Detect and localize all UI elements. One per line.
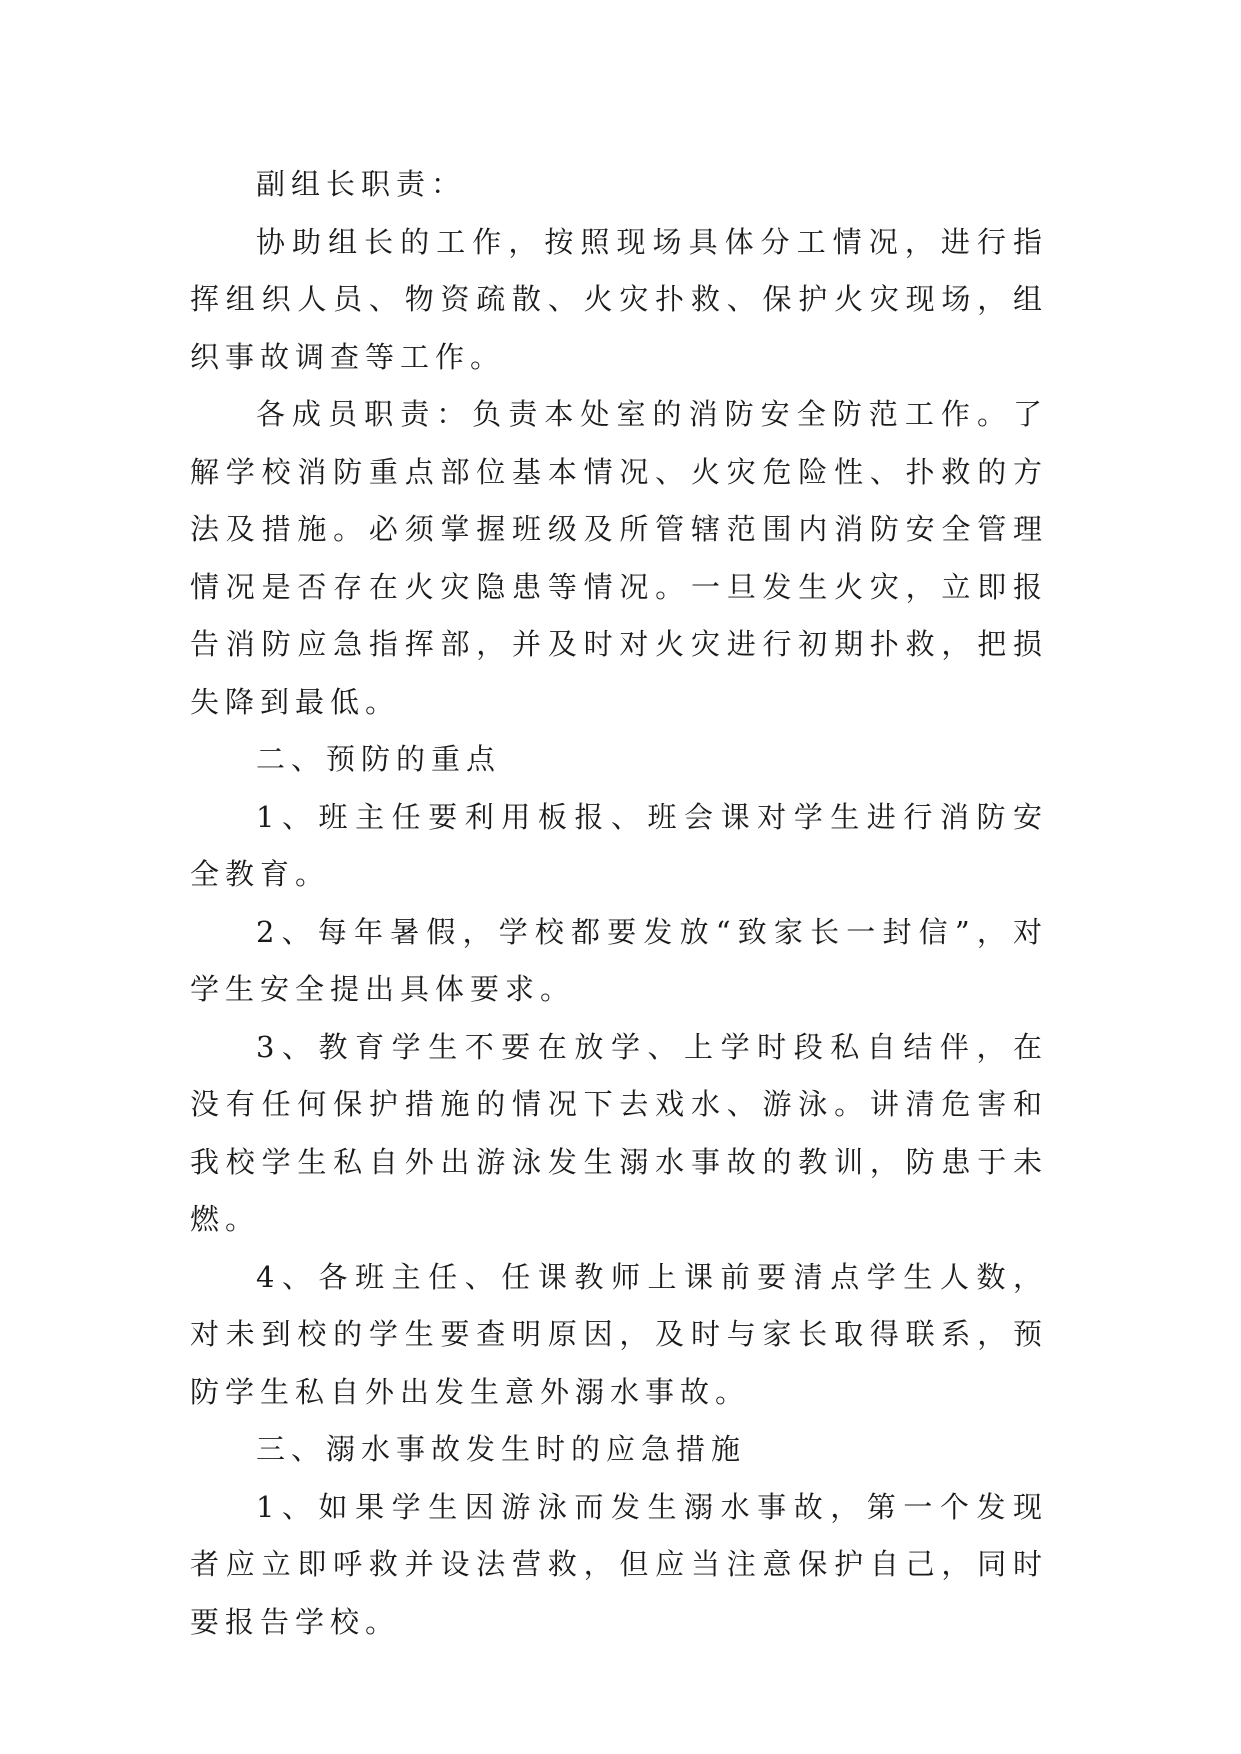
paragraph-member-duties: 各成员职责：负责本处室的消防安全防范工作。了解学校消防重点部位基本情况、火灾危险性、扑救的方法及措施。必须掌握班级及所管辖范围内消防安全管理情况是否存在火灾隐患等情况。一旦发生火灾，立即报告消防应急指挥部，并及时对火灾进行初期扑救，把损失降到最低。 bbox=[190, 397, 1048, 719]
section-heading-emergency: 三、溺水事故发生时的应急措施 bbox=[256, 1432, 747, 1466]
paragraph-deputy-leader-duties: 协助组长的工作，按照现场具体分工情况，进行指挥组织人员、物资疏散、火灾扑救、保护火灾现场，组织事故调查等工作。 bbox=[190, 224, 1048, 374]
prevention-item-1: 1、班主任要利用板报、班会课对学生进行消防安全教育。 bbox=[190, 799, 1048, 891]
prevention-item-3: 3、教育学生不要在放学、上学时段私自结伴，在没有任何保护措施的情况下去戏水、游泳。讲清危害和我校学生私自外出游泳发生溺水事故的教训，防患于未燃。 bbox=[190, 1029, 1048, 1236]
emergency-item-1: 1、如果学生因游泳而发生溺水事故，第一个发现者应立即呼救并设法营救，但应当注意保护自己，同时要报告学校。 bbox=[190, 1489, 1048, 1639]
prevention-item-4: 4、各班主任、任课教师上课前要清点学生人数，对未到校的学生要查明原因，及时与家长取得联系，预防学生私自外出发生意外溺水事故。 bbox=[190, 1259, 1048, 1409]
paragraph-deputy-leader-heading: 副组长职责： bbox=[256, 167, 467, 201]
document-body bbox=[190, 156, 1048, 1651]
section-heading-prevention: 二、预防的重点 bbox=[256, 742, 502, 776]
prevention-item-2: 2、每年暑假，学校都要发放“致家长一封信”，对学生安全提出具体要求。 bbox=[190, 914, 1048, 1006]
